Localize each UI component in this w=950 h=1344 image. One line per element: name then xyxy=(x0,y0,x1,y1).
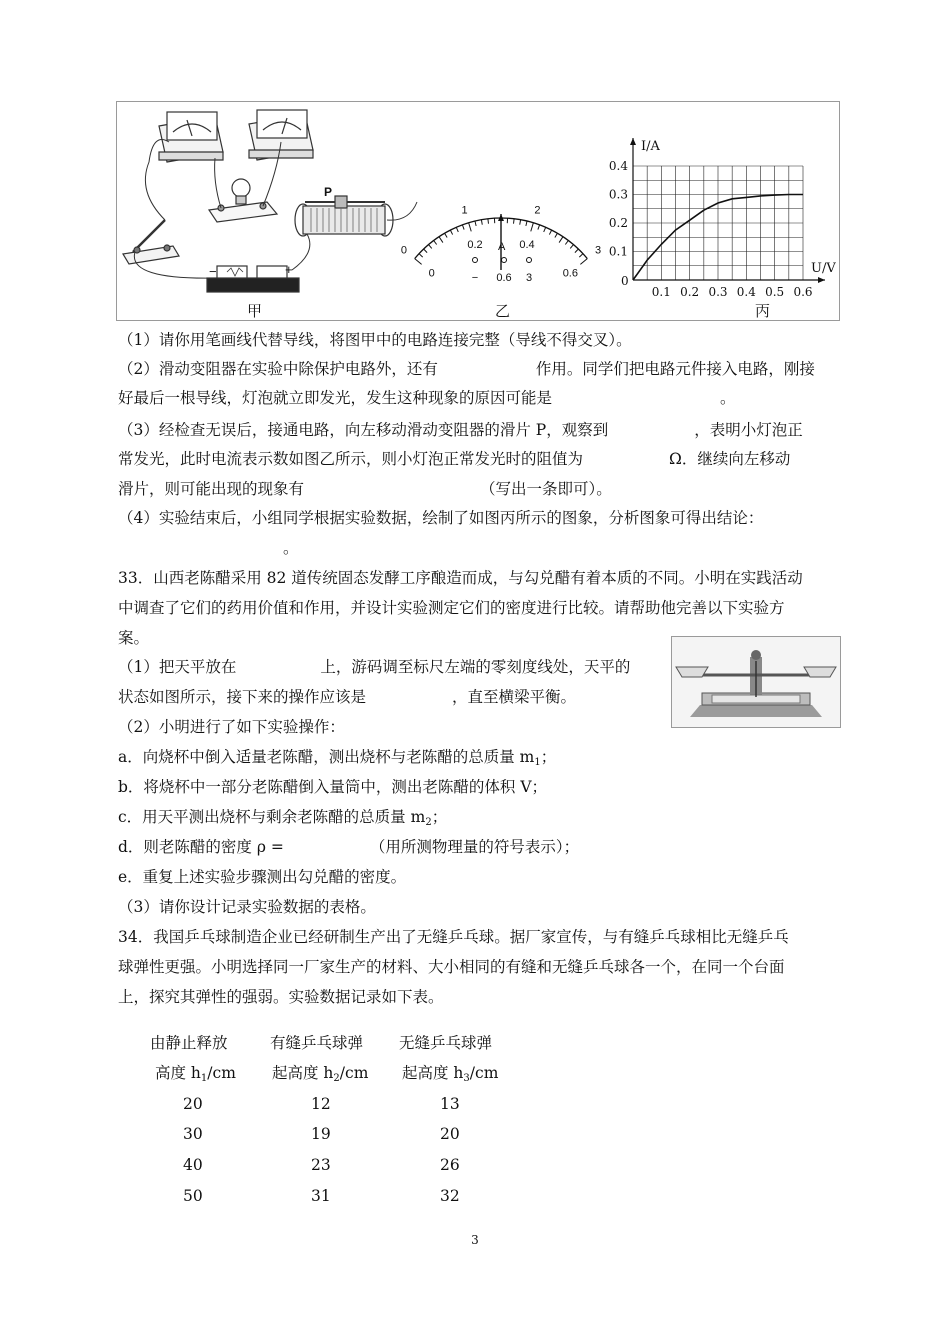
q33-step1-line1 xyxy=(118,657,630,677)
caption-yi: 乙 xyxy=(495,302,511,320)
q32-p2b: 作用。同学们把电路元件接入电路，刚接 xyxy=(535,360,815,378)
y-tick-label: 0.4 xyxy=(608,159,628,173)
x-tick-label: 0.5 xyxy=(765,285,785,299)
dial-tick xyxy=(531,223,534,232)
dial-tick xyxy=(559,237,563,243)
dial-tick xyxy=(570,245,573,249)
terminal-icon xyxy=(473,258,478,263)
table-header-2b: 起高度 $h_2/cm$ xyxy=(272,1064,369,1084)
dial-tick xyxy=(538,225,540,230)
q32-p2c: 好最后一根导线，灯泡就立即发光，发生这种现象的原因可能是 xyxy=(118,389,553,407)
dial-label-top: 1 xyxy=(461,204,468,217)
rheostat-icon xyxy=(295,196,393,236)
x-tick-label: 0.1 xyxy=(651,285,671,299)
x-tick-label: 0.4 xyxy=(736,285,756,299)
q34-line2: 球弹性更强。小明选择同一厂家生产的材料、大小相同的有缝和无缝乒乓球各一个，在同一个台面 xyxy=(118,958,785,976)
q32-part4-line1: （4）实验结束后，小组同学根据实验数据，绘制了如图丙所示的图象，分析图象可得出结论： xyxy=(118,509,764,527)
y-axis-label: I/A xyxy=(641,139,660,154)
slider-label: P xyxy=(324,185,333,199)
balance-icon xyxy=(672,637,840,727)
ammeter-dial xyxy=(401,204,601,284)
x-axis-arrow xyxy=(818,277,825,283)
q32-part3-line2 xyxy=(118,449,790,469)
dial-tick xyxy=(481,220,482,225)
y-axis-arrow xyxy=(630,138,636,145)
q32-p4b: 。 xyxy=(283,539,299,557)
table-cell: 30 xyxy=(183,1125,203,1143)
dial-tick xyxy=(439,237,443,243)
dial-tick xyxy=(555,233,558,237)
dial-tick xyxy=(549,230,551,234)
dial-unit-label: A xyxy=(498,241,506,253)
x-axis-label: U/V xyxy=(811,261,836,276)
q33-line1: 33．山西老陈醋采用 82 道传统固态发酵工序酿造而成，与勾兑醋有着本质的不同。小明在实践活动 xyxy=(118,569,803,587)
q33-a-sub: 1 xyxy=(534,757,541,768)
dial-label-top: 0 xyxy=(400,244,407,257)
q33-d-hint: （用所测物理量的符号表示）； xyxy=(369,838,580,856)
dial-label-bottom: 0.4 xyxy=(519,238,535,251)
table-header-3b: 起高度 $h_3/cm$ xyxy=(402,1064,499,1084)
table-cell: 26 xyxy=(440,1156,460,1174)
q32-part3-line1 xyxy=(118,420,803,440)
circuit-diagram xyxy=(123,110,417,292)
terminal-icon xyxy=(502,258,507,263)
table-header-2a: 有缝乒乓球弹 xyxy=(270,1034,364,1052)
dial-label-bottom: 0.6 xyxy=(562,267,578,280)
table-cell: 23 xyxy=(311,1156,331,1174)
q32-part3-line3 xyxy=(118,479,612,499)
q33-s1b: 上，游码调至标尺左端的零刻度线处，天平的 xyxy=(320,658,631,676)
q33-c-sub: 2 xyxy=(425,817,432,828)
terminal-label: − xyxy=(471,272,479,284)
q33-step-d xyxy=(118,837,579,857)
table-cell: 20 xyxy=(440,1125,460,1143)
x-tick-label: 0.6 xyxy=(793,285,813,299)
dial-tick xyxy=(544,227,546,232)
battery-minus-label: − xyxy=(209,264,217,279)
dial-label-top: 2 xyxy=(534,204,541,217)
table-cell: 13 xyxy=(440,1095,460,1113)
q32-p3e: 滑片，则可能出现的现象有 xyxy=(118,480,305,498)
table-cell: 31 xyxy=(311,1187,331,1205)
q34-line3: 上，探究其弹性的强弱。实验数据记录如下表。 xyxy=(118,988,444,1006)
q33-step3: （3）请你设计记录实验数据的表格。 xyxy=(118,898,376,916)
q33-s1c: 状态如图所示，接下来的操作应该是 xyxy=(118,688,367,706)
dial-tick xyxy=(429,245,432,249)
dial-tick xyxy=(520,220,521,225)
q32-p3c: 常发光，此时电流表示数如图乙所示，则小灯泡正常发光时的阻值为 xyxy=(118,450,584,468)
switch-icon xyxy=(123,220,179,264)
q32-part2-line2 xyxy=(118,388,736,408)
q33-step-e: e．重复上述实验步骤测出勾兑醋的密度。 xyxy=(118,868,407,886)
dial-tick xyxy=(469,223,472,232)
figure-panel xyxy=(116,101,840,321)
q33-step2: （2）小明进行了如下实验操作： xyxy=(118,718,345,736)
q32-p3f: （写出一条即可）。 xyxy=(480,480,612,498)
dial-tick xyxy=(434,241,437,245)
dial-tick xyxy=(565,241,568,245)
table-header-1a: 由静止释放 xyxy=(150,1034,228,1052)
dial-tick xyxy=(514,219,515,224)
q33-c-end: ； xyxy=(431,808,448,826)
figure-svg xyxy=(117,102,841,322)
ammeter-icon xyxy=(249,110,313,160)
dial-tick xyxy=(424,249,427,253)
q33-line2: 中调查了它们的药用价值和作用，并设计实验测定它们的密度进行比较。请帮助他完善以下实验方 xyxy=(118,599,785,617)
q32-part2-line1 xyxy=(118,359,815,379)
dial-tick xyxy=(419,254,423,257)
dial-tick xyxy=(526,221,527,226)
table-cell: 12 xyxy=(311,1095,331,1113)
dial-tick xyxy=(580,259,587,265)
q33-c-text: c．用天平测出烧杯与剩余老陈醋的总质量 m xyxy=(118,808,426,826)
q32-p2a: （2）滑动变阻器在实验中除保护电路外，还有 xyxy=(118,360,438,378)
balance-image xyxy=(671,636,841,728)
q32-part1: （1）请你用笔画线代替导线，将图甲中的电路连接完整（导线不得交叉）。 xyxy=(118,331,632,349)
page-number: 3 xyxy=(471,1233,479,1247)
caption-jia: 甲 xyxy=(247,302,263,320)
q34-line1: 34．我国乒乓球制造企业已经研制生产出了无缝乒乓球。据厂家宣传，与有缝乒乓球相比无缝乒乓 xyxy=(118,928,789,946)
x-tick-label: 0.2 xyxy=(680,285,700,299)
table-cell: 32 xyxy=(440,1187,460,1205)
q32-p2d: 。 xyxy=(720,389,736,407)
q33-s1a: （1）把天平放在 xyxy=(118,658,237,676)
terminal-label: 0.6 xyxy=(496,272,512,284)
terminal-label: 3 xyxy=(525,272,533,284)
q33-s1d: ，直至横梁平衡。 xyxy=(452,688,577,706)
y-tick-label: 0.2 xyxy=(608,216,628,230)
dial-tick xyxy=(579,254,583,257)
iu-chart xyxy=(609,138,836,299)
voltmeter-icon xyxy=(159,112,223,162)
dial-label-bottom: 0 xyxy=(428,267,435,280)
q32-p3d: Ω．继续向左移动 xyxy=(669,450,791,468)
y-tick-label: 0.3 xyxy=(608,187,628,202)
table-header-1b: 高度 $h_1/cm$ xyxy=(155,1064,236,1084)
x-tick-label: 0.3 xyxy=(708,285,728,299)
q33-step1-line2 xyxy=(118,687,576,707)
dial-tick xyxy=(445,233,448,237)
dial-tick xyxy=(488,219,489,224)
q33-step-a xyxy=(118,747,556,767)
q33-a-text: a．向烧杯中倒入适量老陈醋，测出烧杯与老陈醋的总质量 m xyxy=(118,748,535,766)
battery-plus-label: + xyxy=(285,262,293,277)
dial-tick xyxy=(415,259,422,265)
dial-tick xyxy=(450,230,452,234)
q33-line3: 案。 xyxy=(118,629,150,647)
dial-label-top: 3 xyxy=(595,244,602,257)
dial-tick xyxy=(462,225,464,230)
dial-tick xyxy=(475,221,476,226)
q33-step-b: b．将烧杯中一部分老陈醋倒入量筒中，测出老陈醋的体积 V； xyxy=(118,778,548,796)
origin-label: 0 xyxy=(621,274,629,288)
dial-tick xyxy=(575,249,578,253)
q32-p3b: ，表明小灯泡正 xyxy=(694,421,803,439)
q32-part4-line2 xyxy=(118,538,299,558)
q32-p3a: （3）经检查无误后，接通电路，向左移动滑动变阻器的滑片 P，观察到 xyxy=(118,421,609,439)
dial-tick xyxy=(456,227,458,232)
dial-label-bottom: 0.2 xyxy=(467,238,483,251)
q33-d-text: d．则老陈醋的密度 ρ = xyxy=(118,838,284,856)
q33-step-c xyxy=(118,807,447,827)
terminal-icon xyxy=(527,258,532,263)
table-cell: 50 xyxy=(183,1187,203,1205)
table-cell: 20 xyxy=(183,1095,203,1113)
caption-bing: 丙 xyxy=(755,302,771,320)
y-tick-label: 0.1 xyxy=(608,244,628,259)
table-header-3a: 无缝乒乓球弹 xyxy=(399,1034,493,1052)
table-cell: 40 xyxy=(183,1156,203,1174)
table-cell: 19 xyxy=(311,1125,331,1143)
q33-a-end: ； xyxy=(540,748,557,766)
